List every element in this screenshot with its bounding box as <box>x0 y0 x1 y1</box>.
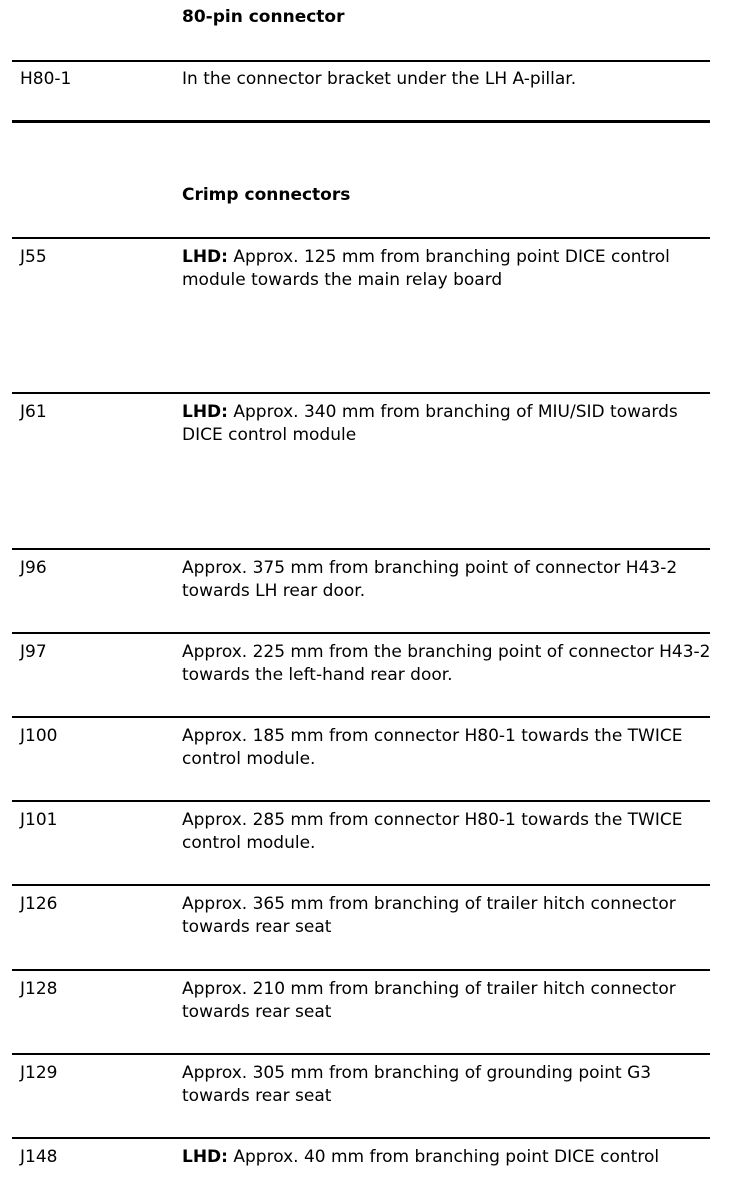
connector-code: J61 <box>20 402 47 422</box>
location-text: Approx. 210 mm from branching of trailer hitch connector towards rear seat <box>182 979 676 1022</box>
table-rule <box>12 884 710 886</box>
table-rule <box>12 60 710 62</box>
section-end-rule <box>12 120 710 123</box>
location-text: Approx. 125 mm from branching point DICE control module towards the main relay board <box>182 247 670 290</box>
connector-location <box>182 1062 712 1108</box>
location-text: Approx. 375 mm from branching point of connector H43-2 towards LH rear door. <box>182 558 678 601</box>
table-rule <box>12 1053 710 1055</box>
connector-location <box>182 401 712 447</box>
table-rule <box>12 1137 710 1139</box>
connector-code: J96 <box>20 558 47 578</box>
table-rule <box>12 237 710 239</box>
connector-code: J129 <box>20 1063 58 1083</box>
connector-location <box>182 978 712 1024</box>
location-lead: LHD: <box>182 402 228 422</box>
connector-location <box>182 809 712 855</box>
connector-code: J101 <box>20 810 58 830</box>
connector-location <box>182 246 712 292</box>
table-rule <box>12 392 710 394</box>
section-title-80-pin: 80-pin connector <box>182 7 345 27</box>
location-text: Approx. 225 mm from the branching point of connector H43-2 towards the left-hand rear door. <box>182 642 711 685</box>
connector-code: J97 <box>20 642 47 662</box>
location-text: Approx. 340 mm from branching of MIU/SID towards DICE control module <box>182 402 678 445</box>
table-rule <box>12 548 710 550</box>
location-text: Approx. 40 mm from branching point DICE control <box>233 1147 660 1167</box>
connector-code: J128 <box>20 979 58 999</box>
connector-location <box>182 641 712 687</box>
location-lead: LHD: <box>182 1147 228 1167</box>
connector-code: J126 <box>20 894 58 914</box>
location-text: Approx. 285 mm from connector H80-1 towards the TWICE control module. <box>182 810 683 853</box>
connector-location <box>182 725 712 771</box>
connector-code: J55 <box>20 247 47 267</box>
table-rule <box>12 632 710 634</box>
table-rule <box>12 969 710 971</box>
connector-location <box>182 1146 712 1169</box>
location-text: Approx. 185 mm from connector H80-1 towards the TWICE control module. <box>182 726 683 769</box>
connector-location <box>182 557 712 603</box>
connector-code: J148 <box>20 1147 58 1167</box>
location-text: In the connector bracket under the LH A-pillar. <box>182 69 577 89</box>
connector-code: J100 <box>20 726 58 746</box>
table-rule <box>12 800 710 802</box>
table-rule <box>12 716 710 718</box>
connector-location <box>182 893 712 939</box>
connector-location <box>182 68 712 91</box>
location-text: Approx. 365 mm from branching of trailer hitch connector towards rear seat <box>182 894 676 937</box>
connector-code: H80-1 <box>20 69 72 89</box>
section-title-crimp: Crimp connectors <box>182 185 351 205</box>
location-text: Approx. 305 mm from branching of grounding point G3 towards rear seat <box>182 1063 652 1106</box>
location-lead: LHD: <box>182 247 228 267</box>
